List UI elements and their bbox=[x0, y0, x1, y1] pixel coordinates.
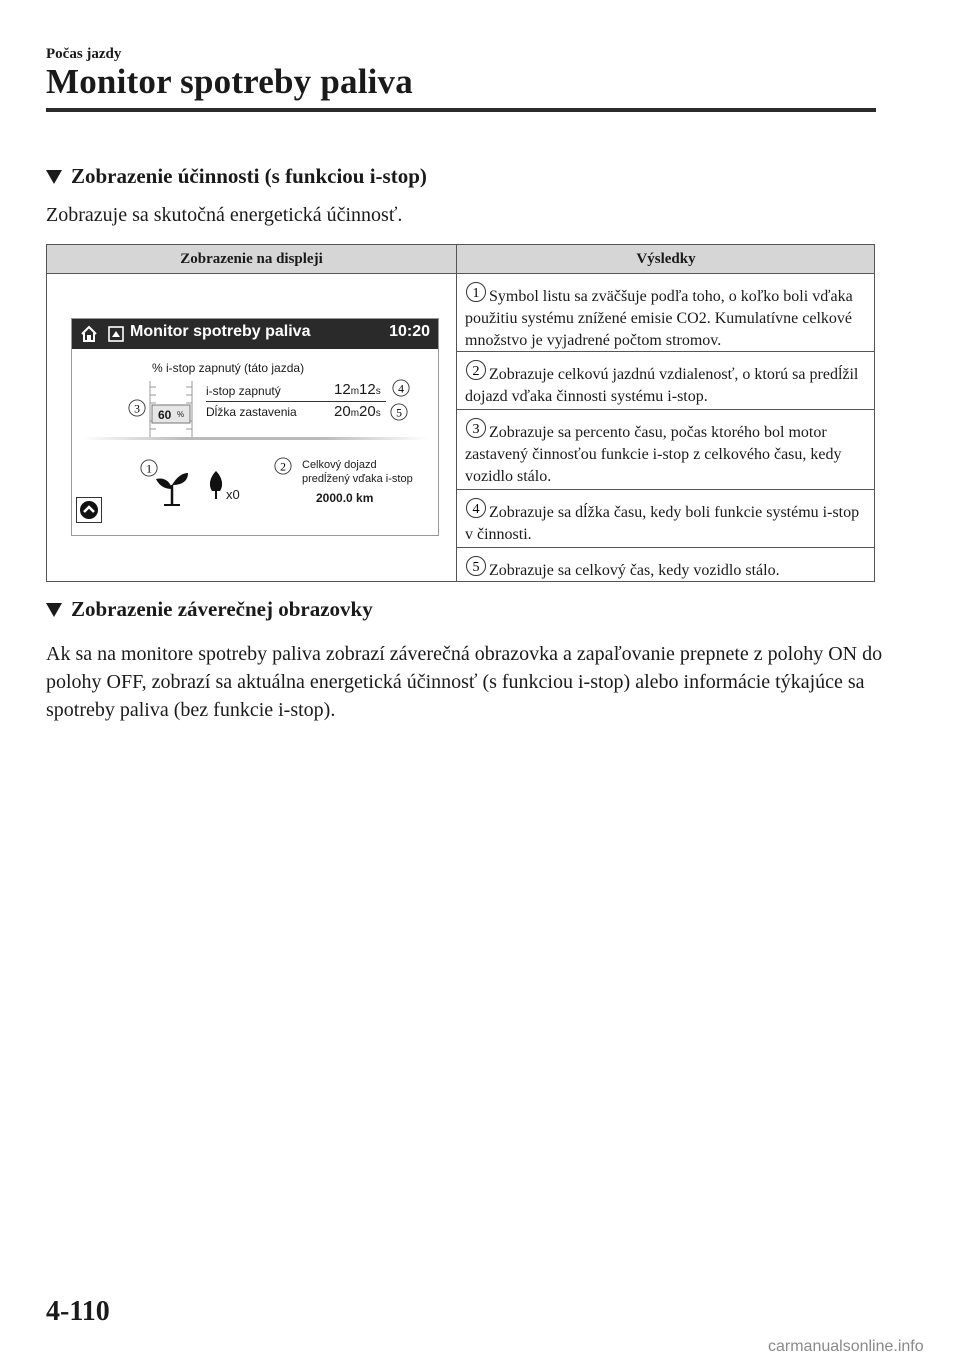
result-row-3 bbox=[457, 410, 875, 490]
leaf-sprout-icon bbox=[154, 469, 190, 507]
display-screen bbox=[71, 318, 439, 536]
triangle-bullet-icon bbox=[46, 170, 62, 184]
result-row-2 bbox=[457, 352, 875, 410]
svg-text:2: 2 bbox=[472, 364, 480, 379]
scroll-up-button[interactable] bbox=[76, 497, 102, 523]
section-heading-efficiency bbox=[46, 164, 427, 189]
istop-percent-value: 60 bbox=[158, 408, 172, 422]
callout-5-icon bbox=[390, 403, 408, 421]
chevron-up-icon bbox=[79, 500, 99, 520]
title-rule bbox=[46, 108, 876, 112]
column-header-display: Zobrazenie na displeji bbox=[180, 251, 323, 267]
svg-text:4: 4 bbox=[398, 382, 404, 396]
screen-title: Monitor spotreby paliva bbox=[130, 323, 311, 340]
callout-4-icon bbox=[392, 379, 410, 397]
page-title: Monitor spotreby paliva bbox=[46, 62, 413, 101]
screen-clock: 10:20 bbox=[389, 323, 430, 340]
svg-text:3: 3 bbox=[134, 402, 140, 416]
result-row-5 bbox=[457, 548, 875, 582]
istop-gauge bbox=[148, 379, 194, 441]
final-screen-paragraph: Ak sa na monitore spotreby paliva zobrazí záverečná obrazovka a zapaľovanie prepnete z polohy ON do polohy OFF, zobrazí sa aktuálna energetická účinnosť (s funkciou i-stop) alebo informácie týkajúce sa spotreby paliva (bez funkcie i-stop). bbox=[46, 643, 883, 721]
app-icon bbox=[108, 326, 124, 342]
callout-3-icon bbox=[465, 417, 487, 439]
result-text: Zobrazuje sa celkový čas, kedy vozidlo stálo. bbox=[489, 562, 780, 579]
result-row-1 bbox=[457, 274, 875, 352]
svg-text:3: 3 bbox=[472, 422, 480, 437]
result-row-4 bbox=[457, 490, 875, 548]
stop-length-time: 20m20s bbox=[334, 403, 381, 420]
range-label-line2: predĺžený vďaka i-stop bbox=[302, 473, 413, 485]
svg-text:5: 5 bbox=[396, 406, 402, 420]
range-value: 2000.0 km bbox=[316, 491, 374, 505]
range-label-line1: Celkový dojazd bbox=[302, 459, 377, 471]
svg-text:5: 5 bbox=[472, 560, 480, 575]
triangle-bullet-icon bbox=[46, 603, 62, 617]
page-number: 4-110 bbox=[46, 1296, 110, 1327]
istop-on-label: i-stop zapnutý bbox=[206, 384, 281, 398]
tree-icon bbox=[206, 469, 226, 501]
section-heading-text: Zobrazenie záverečnej obrazovky bbox=[71, 597, 373, 621]
callout-5-icon bbox=[465, 555, 487, 577]
result-text: Zobrazuje sa dĺžka času, kedy boli funkcie systému i-stop v činnosti. bbox=[465, 504, 860, 543]
info-table bbox=[46, 244, 875, 582]
istop-on-time: 12m12s bbox=[334, 381, 381, 398]
svg-text:1: 1 bbox=[472, 286, 480, 301]
section-heading-text: Zobrazenie účinnosti (s funkciou i-stop) bbox=[71, 164, 427, 188]
section-heading-final-screen bbox=[46, 597, 373, 622]
tree-count: x0 bbox=[226, 487, 240, 502]
result-text: Zobrazuje sa percento času, počas ktorého bol motor zastavený činnosťou funkcie i-stop z celkového času, kedy vozidlo stálo. bbox=[465, 424, 842, 485]
callout-4-icon bbox=[465, 497, 487, 519]
callout-2-icon bbox=[465, 359, 487, 381]
section-divider bbox=[82, 437, 428, 440]
time-divider bbox=[206, 401, 386, 402]
istop-percent-unit: % bbox=[177, 410, 185, 419]
svg-text:1: 1 bbox=[146, 462, 152, 476]
callout-3-icon bbox=[128, 399, 146, 417]
callout-1-icon bbox=[465, 281, 487, 303]
table-header bbox=[47, 245, 874, 274]
svg-text:4: 4 bbox=[472, 502, 480, 517]
watermark: carmanualsonline.info bbox=[768, 1338, 924, 1355]
istop-percent-label: % i-stop zapnutý (táto jazda) bbox=[152, 361, 305, 375]
svg-text:2: 2 bbox=[280, 460, 286, 474]
screen-header bbox=[72, 319, 438, 349]
home-icon bbox=[80, 325, 98, 343]
stop-length-label: Dĺžka zastavenia bbox=[206, 405, 297, 419]
column-header-results: Výsledky bbox=[636, 251, 696, 267]
intro-text: Zobrazuje sa skutočná energetická účinnosť. bbox=[46, 204, 403, 226]
callout-2-icon bbox=[274, 457, 292, 475]
result-text: Symbol listu sa zväčšuje podľa toho, o koľko boli vďaka použitiu systému znížené emisie CO2. Kumulatívne celkové množstvo je vyjadrené počtom stromov. bbox=[465, 288, 853, 349]
section-label: Počas jazdy bbox=[46, 46, 122, 62]
result-text: Zobrazuje celkovú jazdnú vzdialenosť, o ktorú sa predĺžil dojazd vďaka činnosti systému i-stop. bbox=[465, 366, 859, 405]
